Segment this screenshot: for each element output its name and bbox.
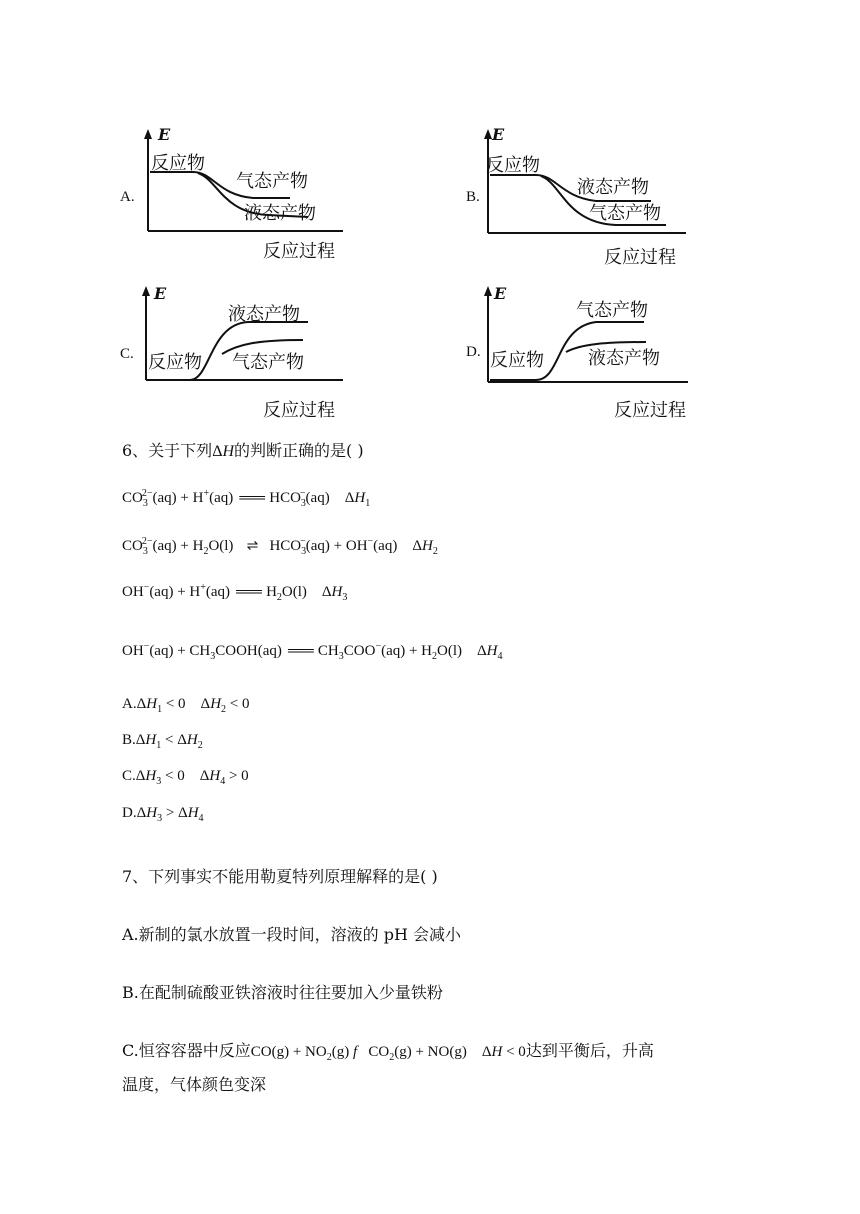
- reactant-label: 反应物: [151, 153, 205, 174]
- lower-product-label: 液态产物: [244, 203, 316, 224]
- diagram-b: [466, 125, 696, 270]
- upper-product-label: 气态产物: [236, 171, 308, 192]
- diagram-a: [118, 125, 348, 270]
- option-6b[interactable]: $B.\Delta H_1 < \Delta H_2$: [122, 732, 203, 751]
- axis-e-label: E: [494, 284, 507, 303]
- upper-product-label: 液态产物: [577, 177, 649, 198]
- reactant-label: 反应物: [486, 155, 540, 176]
- option-7c-continued: 温度，气体颜色变深: [122, 1075, 267, 1094]
- diagram-letter: D.: [466, 344, 481, 360]
- option-7c[interactable]: C.恒容容器中反应$CO(g) + NO_2(g)$ f $CO_2(g) + NO(g)$ ΔH < 0达到平衡后，升高: [122, 1041, 654, 1063]
- lower-product-label: 气态产物: [589, 203, 661, 224]
- option-6c[interactable]: $C.\Delta H_3 < 0$ $\Delta H_4 > 0$: [122, 768, 249, 787]
- equation-1: $CO_3^{2-}(aq) + H^+(aq)$ ═══ $HCO_3^-(aq)$ $\Delta H_1$: [122, 488, 371, 509]
- equation-3: OH−(aq) + H+(aq) ═══ $H_2O(l)$ $\Delta H_3$: [122, 582, 348, 603]
- diagram-letter: A.: [120, 189, 135, 205]
- axis-e-label: E: [492, 125, 505, 144]
- option-6a[interactable]: $A.\Delta H_1 < 0$ $\Delta H_2 < 0$: [122, 696, 250, 715]
- diagram-letter: B.: [466, 189, 480, 205]
- diagram-c: [118, 282, 348, 427]
- axis-e-label: E: [158, 125, 171, 144]
- axis-x-label: 反应过程: [604, 247, 676, 268]
- question-7-stem: 7、下列事实不能用勒夏特列原理解释的是( ): [122, 867, 438, 886]
- equation-2: $CO_3^{2-}(aq) + H_2O(l)$ ⇌ $HCO_3^-(aq) + OH^-(aq)$ $\Delta H_2$: [122, 536, 438, 557]
- upper-product-label: 液态产物: [228, 304, 300, 325]
- lower-product-label: 液态产物: [588, 348, 660, 369]
- option-6d[interactable]: $D.\Delta H_3 > \Delta H_4$: [122, 805, 204, 824]
- question-6-stem: 6、关于下列ΔH的判断正确的是( ): [122, 441, 364, 460]
- reactant-label: 反应物: [490, 350, 544, 371]
- upper-product-label: 气态产物: [576, 300, 648, 321]
- diagram-letter: C.: [120, 346, 134, 362]
- equation-4: $OH^-(aq) + CH_3COOH(aq)$ ═══ $CH_3COO^-(aq) + H_2O(l)$ $\Delta H_4$: [122, 641, 503, 662]
- axis-x-label: 反应过程: [263, 400, 335, 421]
- reactant-label: 反应物: [148, 352, 202, 373]
- axis-x-label: 反应过程: [263, 241, 335, 262]
- diagram-d: [466, 282, 696, 427]
- option-7b[interactable]: B.在配制硫酸亚铁溶液时往往要加入少量铁粉: [122, 983, 443, 1002]
- axis-e-label: E: [154, 284, 167, 303]
- option-7a[interactable]: A.新制的氯水放置一段时间，溶液的 pH 会减小: [122, 925, 462, 944]
- lower-product-label: 气态产物: [232, 352, 304, 373]
- axis-x-label: 反应过程: [614, 400, 686, 421]
